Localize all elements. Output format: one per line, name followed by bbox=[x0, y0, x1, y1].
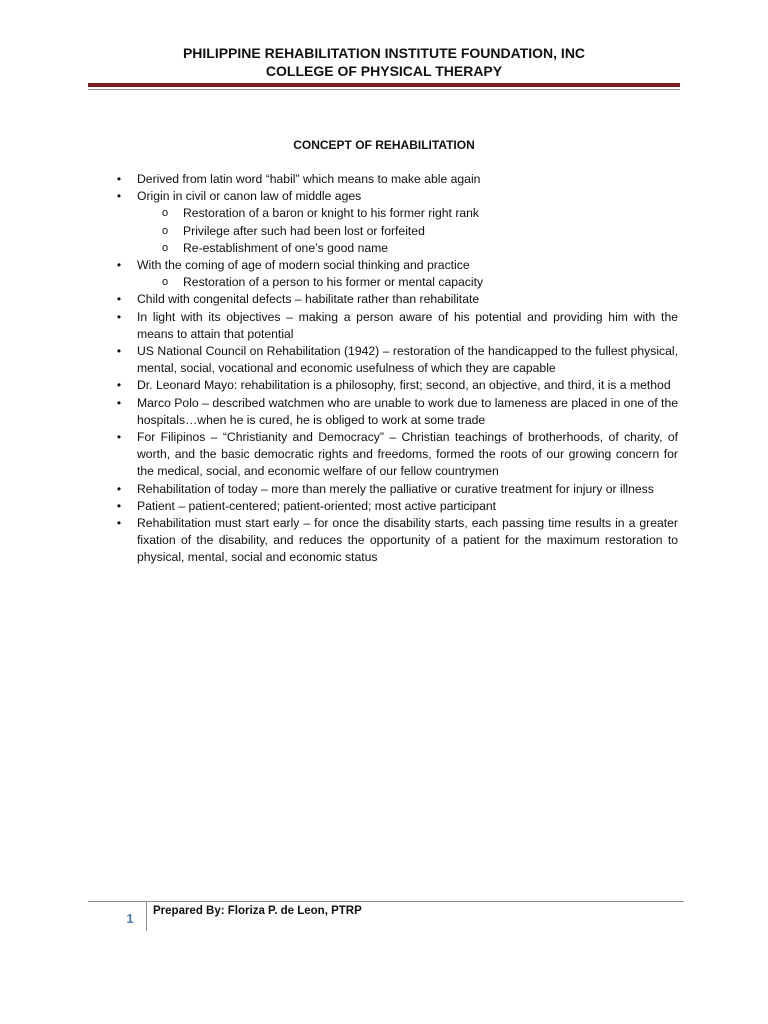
bullet-icon: • bbox=[116, 378, 122, 393]
list-item bbox=[114, 309, 678, 343]
page-header bbox=[0, 44, 768, 80]
list-item bbox=[114, 498, 678, 515]
bullet-icon: • bbox=[116, 395, 122, 410]
sub-list-item bbox=[137, 274, 678, 291]
sub-list-item bbox=[137, 205, 678, 222]
bullet-icon: • bbox=[116, 344, 122, 359]
institution-name: PHILIPPINE REHABILITATION INSTITUTE FOUNDATION, INC bbox=[182, 45, 586, 61]
sub-list-item-text: Restoration of a baron or knight to his former right rank bbox=[183, 206, 480, 221]
sub-list-item bbox=[137, 240, 678, 257]
list-item-text: For Filipinos – “Christianity and Democracy” – Christian teachings of brotherhoods, of charity, of worth, and the basic democratic rights and freedoms, formed the roots of our growing concern for the medical, social, and economic welfare of our fellow countrymen bbox=[137, 430, 678, 479]
sub-list-item-text: Restoration of a person to his former or mental capacity bbox=[183, 275, 484, 290]
list-item-text: US National Council on Rehabilitation (1942) – restoration of the handicapped to the fullest physical, mental, social, vocational and economic usefulness of which they are capable bbox=[137, 344, 678, 376]
bullet-icon: • bbox=[116, 430, 122, 445]
sub-list-item-text: Re-establishment of one’s good name bbox=[183, 240, 389, 255]
sub-bullet-icon: o bbox=[161, 224, 169, 237]
list-item bbox=[114, 291, 678, 308]
bullet-list bbox=[114, 171, 678, 567]
list-item bbox=[114, 395, 678, 429]
header-rule-thin bbox=[88, 89, 680, 90]
sub-bullet-icon: o bbox=[161, 241, 169, 254]
document-title: CONCEPT OF REHABILITATION bbox=[293, 138, 475, 152]
list-item bbox=[114, 257, 678, 291]
sub-list-item-text: Privilege after such had been lost or forfeited bbox=[183, 223, 425, 238]
bullet-icon: • bbox=[116, 309, 122, 324]
list-item bbox=[114, 171, 678, 188]
bullet-icon: • bbox=[116, 481, 122, 496]
list-item-text: Patient – patient-centered; patient-oriented; most active participant bbox=[137, 498, 497, 513]
footer-rule bbox=[88, 901, 684, 902]
list-item-text: With the coming of age of modern social thinking and practice bbox=[137, 258, 470, 273]
sub-list bbox=[137, 205, 678, 257]
header-rule-thick bbox=[88, 83, 680, 87]
page-number: 1 bbox=[126, 911, 134, 926]
list-item bbox=[114, 377, 678, 394]
list-item bbox=[114, 188, 678, 257]
list-item-text: Child with congenital defects – habilitate rather than rehabilitate bbox=[137, 292, 480, 307]
list-item-text: Derived from latin word “habil” which means to make able again bbox=[137, 172, 481, 186]
bullet-icon: • bbox=[116, 292, 122, 307]
list-item bbox=[114, 481, 678, 498]
bullet-icon: • bbox=[116, 258, 122, 273]
sub-bullet-icon: o bbox=[161, 276, 169, 289]
list-item-text: Rehabilitation of today – more than merely the palliative or curative treatment for injury or illness bbox=[137, 481, 654, 496]
list-item-text: Dr. Leonard Mayo: rehabilitation is a philosophy, first; second, an objective, and third, it is a method bbox=[137, 378, 671, 393]
list-item-text: Marco Polo – described watchmen who are unable to work due to lameness are placed in one of the hospitals…when he is cured, he is obliged to work at some trade bbox=[137, 395, 678, 427]
bullet-icon: • bbox=[116, 498, 122, 513]
college-name: COLLEGE OF PHYSICAL THERAPY bbox=[265, 63, 503, 79]
list-item-text: Origin in civil or canon law of middle ages bbox=[137, 189, 362, 204]
list-item bbox=[114, 515, 678, 567]
bullet-icon: • bbox=[116, 172, 122, 186]
sub-bullet-icon: o bbox=[161, 207, 169, 220]
list-item-text: Rehabilitation must start early – for once the disability starts, each passing time results in a greater fixation of the disability, and reduces the opportunity of a patient for the maximum restoration to physical, mental, social and economic status bbox=[137, 516, 678, 565]
list-item bbox=[114, 429, 678, 481]
sub-list-item bbox=[137, 223, 678, 240]
bullet-icon: • bbox=[116, 516, 122, 531]
sub-list bbox=[137, 274, 678, 291]
footer-divider bbox=[146, 901, 147, 931]
list-item bbox=[114, 343, 678, 377]
list-item-text: In light with its objectives – making a person aware of his potential and providing him with the means to attain that potential bbox=[137, 309, 678, 341]
prepared-by: Prepared By: Floriza P. de Leon, PTRP bbox=[153, 905, 362, 917]
bullet-icon: • bbox=[116, 189, 122, 204]
